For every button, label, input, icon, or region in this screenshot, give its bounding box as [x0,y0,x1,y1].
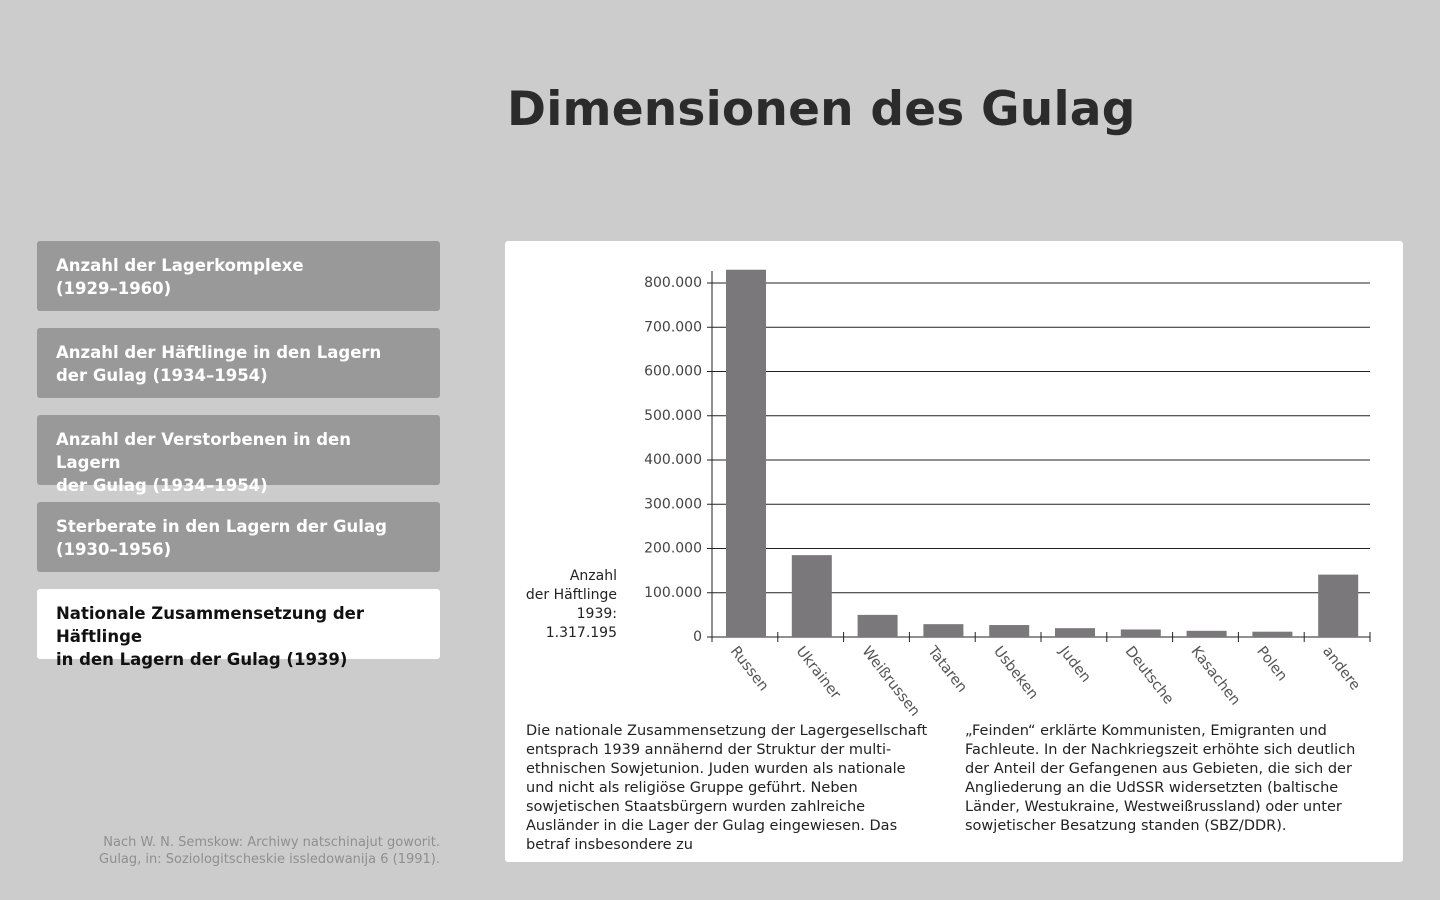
y-tick-label: 0 [693,629,702,645]
x-tick-label: Juden [1055,643,1094,686]
x-tick-label: Kasachen [1187,643,1244,709]
bar-tataren [923,624,963,637]
description-left: Die nationale Zusammensetzung der Lagergesellschaft entsprach 1939 annähernd der Struktur der multi-ethnischen Sowjetunion. Juden wurden als nationale und nicht als religiöse Gruppe geführt. Neben sowjetischen Staatsbürgern wurden zahlreiche Ausländer in die Lager der Gulag eingewiesen. Das betraf insbesondere zu [526,723,928,853]
y-tick-label: 800.000 [644,275,702,291]
bar-deutsche [1121,629,1161,637]
sidebar-nav [37,241,440,676]
nav-item-verstorbene[interactable]: Anzahl der Verstorbenen in den Lagern der Gulag (1934–1954) [37,415,440,485]
page-title: Dimensionen des Gulag [507,82,1136,137]
bar-usbeken [989,625,1029,637]
chart-panel [505,241,1403,862]
bar-ukrainer [792,555,832,637]
nav-item-nationale-zusammensetzung[interactable]: Nationale Zusammensetzung der Häftlinge in den Lagern der Gulag (1939) [37,589,440,659]
x-tick-label: Deutsche [1121,643,1177,708]
y-tick-label: 100.000 [644,584,702,601]
y-tick-label: 200.000 [644,540,702,557]
x-tick-label: Russen [726,643,772,695]
y-tick-label: 400.000 [644,452,702,468]
bar-chart [505,241,1403,721]
bar-andere [1318,575,1358,637]
bar-weißrussen [858,615,898,637]
bar-juden [1055,628,1095,637]
x-tick-label: Weißrussen [858,643,923,720]
bar-kasachen [1187,631,1227,637]
source-note: Nach W. N. Semskow: Archiwy natschinajut goworit. Gulag, in: Soziologitscheskie issledowanija 6 (1991). [99,835,440,867]
y-tick-label: 700.000 [644,319,702,336]
x-tick-label: andere [1319,643,1363,694]
nav-item-haeftlinge[interactable]: Anzahl der Häftlinge in den Lagern der Gulag (1934–1954) [37,328,440,398]
x-tick-label: Tataren [924,643,970,696]
nav-item-sterberate[interactable]: Sterberate in den Lagern der Gulag (1930–1956) [37,502,440,572]
x-tick-label: Polen [1253,643,1291,685]
bar-russen [726,270,766,637]
nav-item-lagerkomplexe[interactable]: Anzahl der Lagerkomplexe (1929–1960) [37,241,440,311]
y-tick-label: 500.000 [644,407,702,424]
y-tick-label: 600.000 [644,363,702,380]
y-axis-label: Anzahl der Häftlinge 1939: 1.317.195 [525,568,617,641]
bar-polen [1252,632,1292,637]
y-tick-label: 300.000 [644,496,702,513]
x-tick-label: Ukrainer [792,643,844,703]
description-right: „Feinden“ erklärte Kommunisten, Emigranten und Fachleute. In der Nachkriegszeit erhöhte sich deutlich der Anteil der Gefangenen aus Gebieten, die sich der Angliederung an die UdSSR widersetzten (baltische Länder, Westukraine, Westweißrussland) oder unter sowjetischer Besatzung standen (SBZ/DDR). [965,723,1356,834]
x-tick-label: Usbeken [990,643,1042,703]
